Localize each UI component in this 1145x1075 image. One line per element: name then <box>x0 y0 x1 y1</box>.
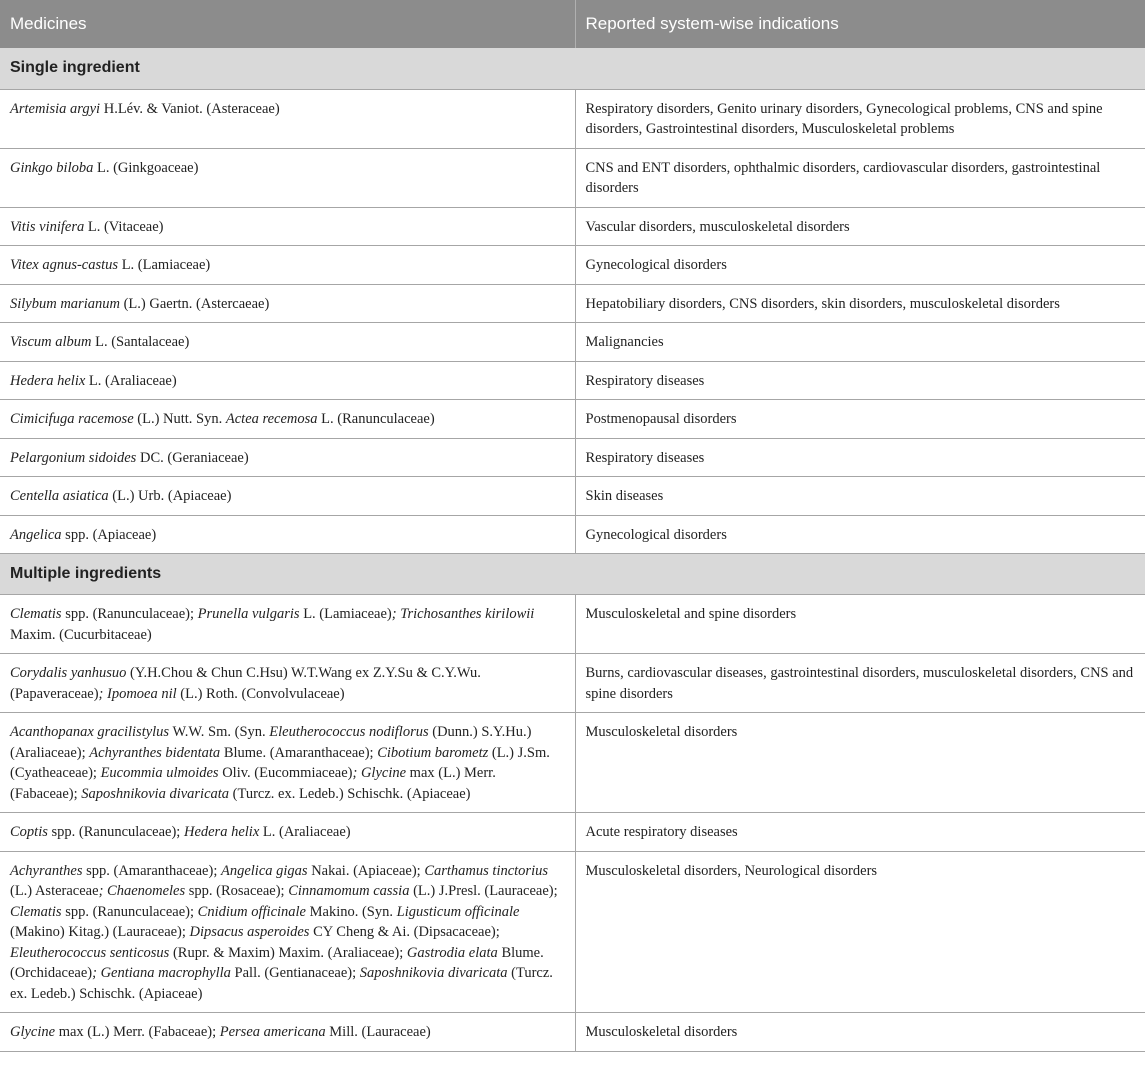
section-row <box>0 48 1145 89</box>
medicine-cell <box>0 207 575 246</box>
species-name: Ginkgo biloba <box>10 159 94 176</box>
species-name: Pelargonium sidoides <box>10 449 137 466</box>
header-row <box>0 0 1145 48</box>
medicine-text: (L.) J.Sm. (Cyatheaceae); <box>10 744 550 781</box>
table-row <box>0 595 1145 654</box>
medicine-text: Maxim. (Cucurbitaceae) <box>10 626 152 643</box>
species-name: Carthamus tinctorius <box>424 862 548 879</box>
species-name: Cnidium officinale <box>197 903 306 920</box>
species-name: Eleutherococcus nodiflorus <box>269 724 429 740</box>
table-row <box>0 323 1145 362</box>
medicine-text: DC. (Geraniaceae) <box>136 449 249 466</box>
medicine-text: Makino. (Syn. <box>306 903 397 920</box>
medicine-text: L. (Araliaceae) <box>259 824 351 840</box>
medicine-text: (Y.H.Chou & Chun C.Hsu) W.T.Wang ex Z.Y.Su & C.Y.Wu. (Papaveraceae) <box>10 665 481 702</box>
species-name: Angelica <box>10 526 62 543</box>
species-name: Glycine <box>10 1024 56 1040</box>
table-row <box>0 89 1145 148</box>
medicine-cell <box>0 477 575 516</box>
medicine-text: L. (Ginkgoaceae) <box>93 159 199 176</box>
indication-cell: Postmenopausal disorders <box>575 400 1145 439</box>
species-name: ; Chaenomeles <box>98 883 186 899</box>
medicine-text: Blume. (Orchidaceae) <box>10 944 544 981</box>
species-name: Cinnamomum cassia <box>288 883 410 899</box>
table-row <box>0 207 1145 246</box>
medicine-text: max (L.) Merr. (Fabaceae); <box>55 1024 220 1040</box>
table-row <box>0 1013 1145 1052</box>
medicine-text: (L.) Roth. (Convolvulaceae) <box>176 685 345 702</box>
medicine-text: Mill. (Lauraceae) <box>325 1024 431 1040</box>
table-row <box>0 713 1145 813</box>
species-name: Centella asiatica <box>10 488 109 504</box>
medicine-cell <box>0 323 575 362</box>
species-name: Prunella vulgaris <box>197 606 300 622</box>
species-name: Silybum marianum <box>10 295 120 312</box>
species-name: Acanthopanax gracilistylus <box>10 724 170 740</box>
indication-cell: Burns, cardiovascular diseases, gastrointestinal disorders, musculoskeletal disorders, CNS and spine disorders <box>575 654 1145 713</box>
species-name: Ligusticum officinale <box>396 903 520 920</box>
medicine-text: Nakai. (Apiaceae); <box>307 862 425 879</box>
column-header-indications: Reported system-wise indications <box>575 0 1145 48</box>
medicine-text: L. (Lamiaceae) <box>118 257 211 273</box>
indication-cell: Respiratory disorders, Genito urinary disorders, Gynecological problems, CNS and spine disorders, Gastrointestinal disorders, Musculoskeletal problems <box>575 89 1145 148</box>
species-name: Angelica gigas <box>220 862 308 879</box>
species-name: Cibotium barometz <box>377 744 489 761</box>
species-name: Achyranthes <box>10 862 83 879</box>
species-name: Saposhnikovia divaricata <box>81 785 230 802</box>
species-name: Cimicifuga racemose <box>10 411 134 427</box>
species-name: Persea americana <box>219 1024 326 1040</box>
medicine-text: (Makino) Kitag.) (Lauraceae); <box>10 924 190 940</box>
indication-cell: Malignancies <box>575 323 1145 362</box>
table-row <box>0 851 1145 1013</box>
medicine-text: Pall. (Gentianaceae); <box>230 965 360 981</box>
species-name: Corydalis yanhusuo <box>10 665 127 681</box>
table-row <box>0 654 1145 713</box>
species-name: Actea recemosa <box>225 411 318 427</box>
medicine-cell <box>0 361 575 400</box>
medicine-cell <box>0 713 575 813</box>
medicine-cell <box>0 813 575 852</box>
medicine-text: max (L.) Merr. (Fabaceae); <box>10 765 496 802</box>
medicine-text: spp. (Ranunculaceae); <box>61 903 198 920</box>
medicine-text: L. (Lamiaceae) <box>299 606 392 622</box>
medicine-text: (L.) Gaertn. (Astercaeae) <box>119 295 270 312</box>
section-title: Single ingredient <box>0 48 1145 89</box>
species-name: Viscum album <box>10 334 92 350</box>
medicine-text: (Turcz. ex. Ledeb.) Schischk. (Apiaceae) <box>10 965 553 1002</box>
medicine-text: (L.) Asteraceae <box>10 883 99 899</box>
medicine-cell <box>0 654 575 713</box>
medicine-cell <box>0 595 575 654</box>
medicine-text: spp. (Rosaceae); <box>185 883 289 899</box>
medicine-cell <box>0 284 575 323</box>
indication-cell: Musculoskeletal disorders, Neurological disorders <box>575 851 1145 1013</box>
species-name: Clematis <box>10 606 62 622</box>
table-header <box>0 0 1145 48</box>
indication-cell: Respiratory diseases <box>575 438 1145 477</box>
medicine-text: CY Cheng & Ai. (Dipsacaceae); <box>309 924 500 940</box>
table-row <box>0 284 1145 323</box>
table-row <box>0 400 1145 439</box>
medicine-text: Blume. (Amaranthaceae); <box>220 744 378 761</box>
medicine-text: (Dunn.) S.Y.Hu.) (Araliaceae); <box>10 724 532 761</box>
table-row <box>0 477 1145 516</box>
table-row <box>0 515 1145 554</box>
indication-cell: CNS and ENT disorders, ophthalmic disorders, cardiovascular disorders, gastrointestinal disorders <box>575 148 1145 207</box>
species-name: ; Gentiana macrophylla <box>92 965 231 981</box>
medicine-cell <box>0 246 575 285</box>
indication-cell: Acute respiratory diseases <box>575 813 1145 852</box>
species-name: Dipsacus asperoides <box>189 924 310 940</box>
medicine-text: Oliv. (Eucommiaceae) <box>218 765 353 781</box>
medicine-text: spp. (Amaranthaceae); <box>82 862 221 879</box>
table-row <box>0 246 1145 285</box>
column-header-medicines: Medicines <box>0 0 575 48</box>
medicine-text: W.W. Sm. (Syn. <box>169 724 270 740</box>
species-name: ; Ipomoea nil <box>98 685 177 702</box>
species-name: ; Glycine <box>352 765 407 781</box>
medicine-text: (L.) J.Presl. (Lauraceae); <box>409 883 558 899</box>
medicine-text: (Rupr. & Maxim) Maxim. (Araliaceae); <box>169 944 407 961</box>
medicine-text: L. (Vitaceae) <box>84 218 164 235</box>
medicine-cell <box>0 400 575 439</box>
medicine-text: L. (Araliaceae) <box>85 372 177 389</box>
species-name: Saposhnikovia divaricata <box>359 965 508 981</box>
species-name: Artemisia argyi <box>10 100 101 117</box>
table-row <box>0 148 1145 207</box>
table-body <box>0 48 1145 1051</box>
indication-cell: Musculoskeletal disorders <box>575 713 1145 813</box>
indication-cell: Musculoskeletal and spine disorders <box>575 595 1145 654</box>
medicine-text: (Turcz. ex. Ledeb.) Schischk. (Apiaceae) <box>229 785 471 802</box>
medicine-cell <box>0 89 575 148</box>
section-title: Multiple ingredients <box>0 554 1145 595</box>
table-row <box>0 438 1145 477</box>
medicine-text: L. (Ranunculaceae) <box>317 411 435 427</box>
species-name: Clematis <box>10 903 62 920</box>
medicine-text: spp. (Ranunculaceae); <box>47 824 184 840</box>
indication-cell: Gynecological disorders <box>575 515 1145 554</box>
species-name: Achyranthes bidentata <box>89 744 221 761</box>
species-name: Coptis <box>10 824 48 840</box>
species-name: Hedera helix <box>10 372 86 389</box>
indication-cell: Musculoskeletal disorders <box>575 1013 1145 1052</box>
medicine-text: H.Lév. & Vaniot. (Asteraceae) <box>100 100 280 117</box>
species-name: ; Trichosanthes kirilowii <box>391 606 535 622</box>
medicine-cell <box>0 851 575 1013</box>
medicine-cell <box>0 438 575 477</box>
indication-cell: Skin diseases <box>575 477 1145 516</box>
medicine-cell <box>0 148 575 207</box>
medicine-text: L. (Santalaceae) <box>91 334 190 350</box>
species-name: Eleutherococcus senticosus <box>10 944 170 961</box>
medicine-text: spp. (Apiaceae) <box>61 526 157 543</box>
table-row <box>0 361 1145 400</box>
table-row <box>0 813 1145 852</box>
medicine-text: (L.) Nutt. Syn. <box>133 411 226 427</box>
species-name: Hedera helix <box>183 824 260 840</box>
medicine-text: (L.) Urb. (Apiaceae) <box>108 488 232 504</box>
medicine-cell <box>0 515 575 554</box>
species-name: Eucommia ulmoides <box>100 765 219 781</box>
species-name: Vitex agnus-castus <box>10 257 119 273</box>
indication-cell: Gynecological disorders <box>575 246 1145 285</box>
species-name: Gastrodia elata <box>406 944 498 961</box>
indication-cell: Hepatobiliary disorders, CNS disorders, skin disorders, musculoskeletal disorders <box>575 284 1145 323</box>
medicine-cell <box>0 1013 575 1052</box>
species-name: Vitis vinifera <box>10 218 85 235</box>
section-row <box>0 554 1145 595</box>
indication-cell: Respiratory diseases <box>575 361 1145 400</box>
medicine-text: spp. (Ranunculaceae); <box>61 606 198 622</box>
indication-cell: Vascular disorders, musculoskeletal disorders <box>575 207 1145 246</box>
